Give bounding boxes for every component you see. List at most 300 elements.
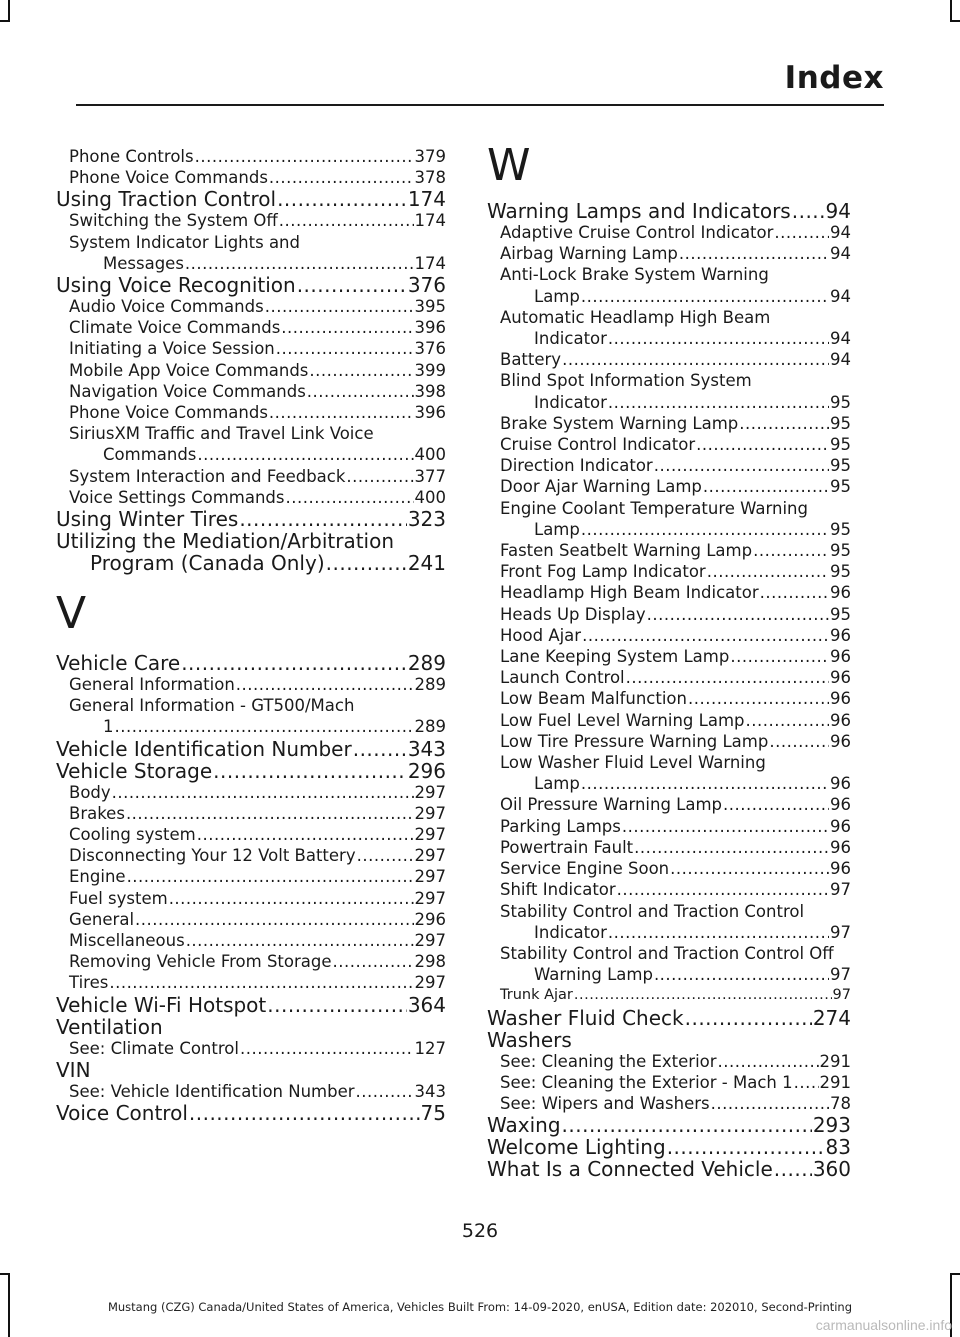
dot-leader: [181, 652, 407, 674]
dot-leader: [617, 879, 829, 900]
index-entry-sub[interactable]: [487, 667, 851, 688]
index-entry-text-line: Automatic Headlamp High Beam: [500, 307, 771, 327]
index-entry-sub[interactable]: [56, 909, 446, 930]
index-entry-text: Phone Controls: [69, 147, 194, 166]
page-reference[interactable]: 376: [414, 339, 446, 359]
index-entry-text: See: Climate Control: [69, 1038, 239, 1058]
index-entry-text: Brakes: [69, 803, 125, 823]
index-entry-sub[interactable]: [56, 1081, 446, 1102]
index-entry-text: General: [69, 909, 135, 929]
index-entry-sub[interactable]: [487, 646, 851, 667]
index-entry-text: Indicator: [534, 392, 607, 412]
dot-leader: [239, 508, 407, 530]
page-reference[interactable]: 343: [414, 1081, 446, 1101]
index-entry-sub[interactable]: [487, 476, 851, 497]
index-entry-sub[interactable]: [487, 816, 851, 837]
dot-leader: [112, 782, 414, 803]
index-entry-text: Vehicle Wi-Fi Hotspot: [56, 992, 267, 1017]
index-entry-sub[interactable]: [56, 866, 446, 887]
index-entry-sub[interactable]: [487, 540, 851, 561]
index-entry-sub[interactable]: [487, 498, 851, 540]
dot-leader: [723, 794, 829, 815]
index-entry-sub[interactable]: [487, 604, 851, 625]
dot-leader: [562, 349, 829, 370]
page-reference[interactable]: 174: [414, 211, 446, 231]
index-heading: Ventilation: [56, 1014, 163, 1039]
index-entry-text: Headlamp High Beam Indicator: [500, 583, 759, 603]
dot-leader: [357, 845, 414, 866]
page-reference[interactable]: 376: [407, 273, 446, 298]
dot-leader: [109, 972, 413, 993]
index-heading: Washers: [487, 1027, 572, 1052]
dot-leader: [307, 381, 414, 402]
index-entry-text: Using Voice Recognition: [56, 273, 296, 298]
page-reference[interactable]: 298: [414, 952, 446, 972]
index-entry-main[interactable]: [56, 738, 446, 760]
index-entry-text: Disconnecting Your 12 Volt Battery: [69, 846, 356, 866]
page-reference[interactable]: 96: [830, 795, 851, 815]
page-reference[interactable]: 296: [414, 909, 446, 929]
index-entry-text: Warning Lamp: [534, 965, 653, 985]
page-reference[interactable]: 296: [407, 758, 446, 783]
index-entry-sub[interactable]: [487, 858, 851, 879]
index-entry-sub[interactable]: [487, 731, 851, 752]
page-reference[interactable]: 97: [830, 922, 851, 942]
index-entry-text: Phone Voice Commands: [69, 403, 268, 423]
page-reference[interactable]: 289: [414, 675, 446, 695]
index-entry-sub[interactable]: [487, 625, 851, 646]
page-reference[interactable]: 97: [832, 987, 851, 1004]
page-reference[interactable]: 297: [414, 825, 446, 845]
index-entry-main[interactable]: [487, 1136, 851, 1158]
index-entry-sub[interactable]: [56, 930, 446, 951]
index-entry-text: Low Tire Pressure Warning Lamp: [500, 731, 769, 751]
index-entry-sub[interactable]: [56, 360, 446, 381]
index-entry-text: Low Beam Malfunction: [500, 689, 687, 709]
page-reference[interactable]: 96: [830, 774, 851, 794]
index-entry-main[interactable]: [56, 652, 446, 674]
index-entry-text: Vehicle Storage: [56, 758, 213, 783]
page-reference[interactable]: 96: [830, 859, 851, 879]
index-entry-sub[interactable]: [56, 402, 446, 423]
index-entry-text-line: Utilizing the Mediation/Arbitration: [56, 529, 395, 554]
index-entry-text: Powertrain Fault: [500, 837, 634, 857]
index-entry-text: Switching the System Off: [69, 211, 278, 231]
dot-leader: [730, 646, 829, 667]
index-entry-sub[interactable]: [487, 710, 851, 731]
page-reference[interactable]: 395: [414, 297, 446, 317]
index-entry-main[interactable]: [56, 274, 446, 296]
page-reference[interactable]: 297: [414, 803, 446, 823]
index-entry-sub[interactable]: [56, 951, 446, 972]
dot-leader: [236, 674, 414, 695]
page-reference[interactable]: 94: [830, 244, 851, 264]
page-reference[interactable]: 343: [407, 736, 446, 761]
page-number: 526: [461, 1220, 499, 1242]
dot-leader: [189, 1102, 420, 1124]
page-reference[interactable]: 95: [830, 435, 851, 455]
index-entry-text: Heads Up Display: [500, 604, 646, 624]
index-entry-sub[interactable]: [487, 794, 851, 815]
index-heading: VIN: [56, 1057, 91, 1082]
page-reference[interactable]: 96: [830, 668, 851, 688]
dot-leader: [135, 909, 413, 930]
index-column-left: [56, 146, 446, 1124]
page-reference[interactable]: 396: [414, 403, 446, 423]
page-reference[interactable]: 95: [830, 519, 851, 539]
header-divider: [76, 104, 884, 106]
index-entry-text: Oil Pressure Warning Lamp: [500, 795, 723, 815]
page-reference[interactable]: 127: [414, 1038, 446, 1058]
dot-leader: [670, 858, 829, 879]
index-entry-sub[interactable]: [56, 845, 446, 866]
index-entry-sub[interactable]: [487, 264, 851, 306]
dot-leader: [608, 922, 829, 943]
dot-leader: [185, 253, 414, 274]
index-entry-sub[interactable]: [487, 1072, 851, 1093]
index-entry-sub[interactable]: [56, 1038, 446, 1059]
index-entry-text: Program (Canada Only): [90, 551, 325, 576]
page-reference[interactable]: 96: [830, 837, 851, 857]
page-reference[interactable]: 398: [414, 381, 446, 401]
index-entry-text: Messages: [103, 253, 184, 273]
index-entry-sub[interactable]: [56, 338, 446, 359]
dot-leader: [346, 466, 413, 487]
watermark: carmanualsonline.info: [815, 1317, 952, 1333]
dot-leader: [197, 444, 413, 465]
page-reference[interactable]: 400: [414, 487, 446, 507]
page-reference[interactable]: 94: [830, 223, 851, 242]
index-entry-text: Indicator: [534, 922, 607, 942]
index-entry-text: Using Winter Tires: [56, 507, 239, 532]
index-entry-text: Battery: [500, 350, 562, 370]
page-reference[interactable]: 323: [407, 507, 446, 532]
index-entry-sub[interactable]: [487, 222, 851, 243]
index-entry-text: See: Vehicle Identification Number: [69, 1081, 355, 1101]
index-column-right: [487, 140, 851, 1182]
page-title: Index: [784, 60, 884, 96]
page-reference[interactable]: 377: [414, 466, 446, 486]
index-entry-sub[interactable]: [487, 349, 851, 370]
page-reference[interactable]: 174: [414, 253, 446, 273]
dot-leader: [760, 582, 829, 603]
page-reference[interactable]: 94: [830, 286, 851, 306]
page-reference[interactable]: 83: [825, 1135, 851, 1160]
page-reference[interactable]: 96: [830, 583, 851, 603]
index-entry-main[interactable]: [56, 188, 446, 210]
page-reference[interactable]: 94: [830, 329, 851, 349]
index-entry-sub[interactable]: [56, 803, 446, 824]
index-entry-text: Welcome Lighting: [487, 1135, 666, 1160]
index-entry-main[interactable]: [487, 1114, 851, 1136]
index-entry-text: Door Ajar Warning Lamp: [500, 477, 702, 497]
dot-leader: [277, 188, 407, 210]
index-entry-sub[interactable]: [487, 688, 851, 709]
page-reference[interactable]: 96: [830, 625, 851, 645]
index-entry-sub[interactable]: [487, 243, 851, 264]
page-reference[interactable]: 396: [414, 318, 446, 338]
page-reference[interactable]: 174: [407, 187, 446, 212]
dot-leader: [265, 296, 414, 317]
index-entry-sub[interactable]: [56, 782, 446, 803]
section-letter: W: [487, 140, 531, 191]
index-entry-text-line: Low Washer Fluid Level Warning: [500, 753, 766, 773]
dot-leader: [769, 731, 829, 752]
index-entry-text-line: General Information - GT500/Mach: [69, 696, 355, 716]
index-entry-text-line: System Indicator Lights and: [69, 232, 300, 252]
index-entry-sub[interactable]: [487, 582, 851, 603]
page-reference[interactable]: 96: [830, 647, 851, 667]
index-entry-text: Using Traction Control: [56, 187, 277, 212]
dot-leader: [654, 964, 829, 985]
dot-leader: [794, 1072, 819, 1093]
index-entry-sub[interactable]: [487, 1051, 851, 1072]
index-entry-text: Phone Voice Commands: [69, 168, 268, 188]
index-entry-text: See: Cleaning the Exterior: [500, 1051, 717, 1071]
index-entry-text: 1: [103, 717, 114, 737]
dot-leader: [608, 392, 829, 413]
index-entry-text-line: Engine Coolant Temperature Warning: [500, 498, 808, 518]
dot-leader: [269, 167, 414, 188]
index-entry-text-line: Stability Control and Traction Control Off: [500, 943, 834, 963]
page-reference[interactable]: 297: [414, 867, 446, 887]
page-reference[interactable]: 289: [407, 651, 446, 676]
index-entry-sub[interactable]: [487, 307, 851, 349]
page-reference[interactable]: 95: [830, 562, 851, 582]
index-entry-text: What Is a Connected Vehicle: [487, 1157, 773, 1182]
dot-leader: [240, 1038, 414, 1059]
dot-leader: [622, 816, 829, 837]
index-entry-text: Launch Control: [500, 668, 625, 688]
index-entry-sub[interactable]: [487, 561, 851, 582]
page-reference[interactable]: 291: [819, 1051, 851, 1071]
index-entry-text: Service Engine Soon: [500, 859, 670, 879]
section-letter: V: [56, 588, 87, 640]
index-entry-text: Front Fog Lamp Indicator: [500, 562, 706, 582]
dot-leader: [774, 222, 829, 243]
index-entry-text: Shift Indicator: [500, 880, 616, 900]
index-entry-text: Parking Lamps: [500, 816, 621, 836]
page-reference[interactable]: 291: [819, 1072, 851, 1092]
index-entry-text: Removing Vehicle From Storage: [69, 952, 332, 972]
index-entry-text: Climate Voice Commands: [69, 318, 281, 338]
index-entry-sub[interactable]: [487, 1093, 851, 1114]
dot-leader: [792, 200, 825, 222]
dot-leader: [696, 434, 829, 455]
index-entry-sub[interactable]: [56, 381, 446, 402]
page-reference[interactable]: 97: [830, 880, 851, 900]
index-entry-text: Voice Settings Commands: [69, 487, 285, 507]
dot-leader: [269, 402, 414, 423]
index-entry-text: Washer Fluid Check: [487, 1005, 684, 1030]
index-entry-sub[interactable]: [487, 370, 851, 412]
page-reference[interactable]: 95: [830, 392, 851, 412]
index-entry-sub[interactable]: [487, 985, 851, 1006]
page-reference[interactable]: 96: [830, 689, 851, 709]
index-entry-sub[interactable]: [487, 455, 851, 476]
index-entry-sub[interactable]: [56, 888, 446, 909]
page-reference[interactable]: 399: [414, 360, 446, 380]
dot-leader: [703, 476, 829, 497]
dot-leader: [279, 210, 414, 231]
page-reference[interactable]: 96: [830, 731, 851, 751]
page-reference[interactable]: 95: [830, 477, 851, 497]
page-reference[interactable]: 241: [407, 551, 446, 576]
dot-leader: [688, 688, 829, 709]
index-entry-sub[interactable]: [56, 210, 446, 231]
dot-leader: [685, 1007, 812, 1029]
page-reference[interactable]: 289: [414, 717, 446, 737]
page-reference[interactable]: 293: [812, 1113, 851, 1138]
dot-leader: [197, 824, 414, 845]
dot-leader: [581, 286, 829, 307]
footer-edition-info: Mustang (CZG) Canada/United States of America, Vehicles Built From: 14-09-2020, enUSA, Edition date: 202010, Second-Printing: [107, 1300, 853, 1314]
page-reference[interactable]: 75: [420, 1101, 446, 1126]
index-entry-text: Voice Control: [56, 1101, 188, 1126]
index-entry-text: Waxing: [487, 1113, 561, 1138]
index-entry-sub[interactable]: [56, 466, 446, 487]
index-entry-text: Trunk Ajar: [500, 987, 573, 1004]
page-reference[interactable]: 360: [812, 1157, 851, 1182]
page-reference[interactable]: 378: [414, 168, 446, 188]
index-entry-text: Airbag Warning Lamp: [500, 244, 678, 264]
page-reference[interactable]: 95: [830, 413, 851, 433]
index-entry-text-line: SiriusXM Traffic and Travel Link Voice: [69, 424, 374, 444]
page-reference[interactable]: 297: [414, 973, 446, 993]
dot-leader: [774, 1158, 812, 1180]
dot-leader: [115, 716, 414, 737]
page-reference[interactable]: 297: [414, 846, 446, 866]
index-entry-main[interactable]: [487, 1007, 851, 1029]
index-entry-sub[interactable]: [487, 413, 851, 434]
index-entry-text: Fuel system: [69, 888, 168, 908]
dot-leader: [353, 738, 407, 760]
index-entry-text: Initiating a Voice Session: [69, 339, 275, 359]
index-entry-main[interactable]: [56, 1102, 446, 1124]
page-reference[interactable]: 96: [830, 710, 851, 730]
dot-leader: [582, 625, 829, 646]
page-reference[interactable]: 274: [812, 1005, 851, 1030]
index-entry-sub[interactable]: [56, 824, 446, 845]
dot-leader: [647, 604, 829, 625]
page-reference[interactable]: 94: [830, 350, 851, 370]
dot-leader: [608, 328, 829, 349]
index-entry-text: Miscellaneous: [69, 931, 185, 951]
page-reference[interactable]: 400: [414, 445, 446, 465]
dot-leader: [276, 338, 414, 359]
index-entry-sub[interactable]: [487, 943, 851, 985]
page-reference[interactable]: 78: [830, 1093, 851, 1113]
dot-leader: [711, 1093, 829, 1114]
page-reference[interactable]: 95: [830, 604, 851, 624]
dot-leader: [195, 146, 414, 167]
dot-leader: [562, 1114, 812, 1136]
index-entry-sub[interactable]: [487, 901, 851, 943]
page-reference[interactable]: 94: [825, 199, 851, 223]
index-entry-sub[interactable]: [56, 317, 446, 338]
index-entry-text: Low Fuel Level Warning Lamp: [500, 710, 745, 730]
index-entry-text: Warning Lamps and Indicators: [487, 199, 791, 223]
index-entry-main[interactable]: [56, 530, 446, 574]
index-entry-text: System Interaction and Feedback: [69, 466, 346, 486]
index-entry-sub[interactable]: [56, 232, 446, 274]
index-entry-text: Lamp: [534, 519, 580, 539]
page-reference[interactable]: 297: [414, 931, 446, 951]
page-reference[interactable]: 95: [830, 456, 851, 476]
index-entry-sub[interactable]: [487, 879, 851, 900]
index-entry-sub[interactable]: [56, 972, 446, 993]
index-entry-text: Indicator: [534, 329, 607, 349]
index-entry-text: See: Wipers and Washers: [500, 1093, 710, 1113]
index-entry-sub[interactable]: [56, 423, 446, 465]
index-entry-text: Cruise Control Indicator: [500, 435, 696, 455]
index-entry-main[interactable]: [56, 994, 446, 1016]
index-entry-main[interactable]: [56, 508, 446, 530]
index-entry-text: Audio Voice Commands: [69, 297, 264, 317]
dot-leader: [297, 274, 407, 296]
index-entry-sub[interactable]: [56, 146, 446, 167]
index-entry-text: Commands: [103, 445, 197, 465]
dot-leader: [718, 1051, 819, 1072]
index-entry-text: Adaptive Cruise Control Indicator: [500, 223, 774, 242]
dot-leader: [581, 519, 829, 540]
index-entry-text: Vehicle Identification Number: [56, 736, 352, 761]
dot-leader: [356, 1081, 414, 1102]
index-entry-sub[interactable]: [56, 296, 446, 317]
index-entry-main[interactable]: [487, 1158, 851, 1180]
index-entry-text: Lane Keeping System Lamp: [500, 647, 730, 667]
index-entry-sub[interactable]: [56, 487, 446, 508]
index-entry-text: Cooling system: [69, 825, 196, 845]
dot-leader: [326, 552, 407, 574]
index-entry-text: Vehicle Care: [56, 651, 181, 676]
dot-leader: [169, 888, 414, 909]
dot-leader: [126, 803, 414, 824]
dot-leader: [746, 710, 830, 731]
index-entry-text: Lamp: [534, 774, 580, 794]
index-entry-sub[interactable]: [56, 674, 446, 695]
index-entry-sub[interactable]: [487, 837, 851, 858]
page-reference[interactable]: 364: [407, 992, 446, 1017]
dot-leader: [333, 951, 414, 972]
index-entry-text: Direction Indicator: [500, 456, 653, 476]
index-entry-text: Navigation Voice Commands: [69, 381, 306, 401]
index-entry-sub[interactable]: [487, 434, 851, 455]
index-entry-text: Mobile App Voice Commands: [69, 360, 309, 380]
index-entry-main[interactable]: [56, 760, 446, 782]
page-reference[interactable]: 96: [830, 816, 851, 836]
dot-leader: [574, 985, 832, 1006]
index-entry-text: Hood Ajar: [500, 625, 582, 645]
index-entry-main[interactable]: [487, 200, 851, 222]
page-reference[interactable]: 297: [414, 782, 446, 802]
page-reference[interactable]: 95: [830, 541, 851, 561]
index-entry-text: Body: [69, 782, 111, 802]
index-entry-sub[interactable]: [56, 167, 446, 188]
index-entry-sub[interactable]: [487, 752, 851, 794]
index-entry-sub[interactable]: [56, 695, 446, 737]
dot-leader: [654, 455, 829, 476]
page-reference[interactable]: 97: [830, 965, 851, 985]
index-entry-text-line: Blind Spot Information System: [500, 371, 752, 391]
index-entry-text: Engine: [69, 867, 126, 887]
dot-leader: [281, 317, 413, 338]
index-entry-text: Fasten Seatbelt Warning Lamp: [500, 541, 753, 561]
page-reference[interactable]: 297: [414, 888, 446, 908]
page-reference[interactable]: 379: [414, 147, 446, 166]
dot-leader: [186, 930, 414, 951]
index-entry-text: General Information: [69, 675, 235, 695]
